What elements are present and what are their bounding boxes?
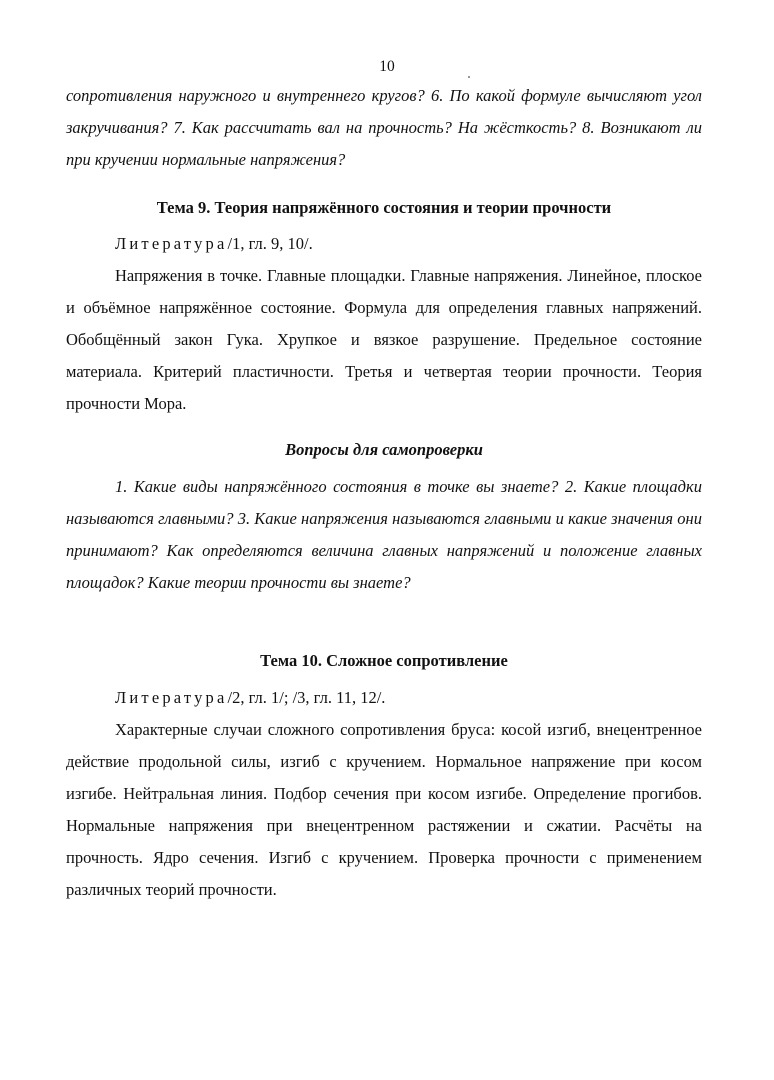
literature-refs: /2, гл. 1/; /3, гл. 11, 12/. [227, 688, 386, 707]
topic10-body: Характерные случаи сложного сопротивления бруса: косой изгиб, внецентренное действие продольной силы, изгиб с кручением. Нормальное напряжение при косом изгибе. Нейтральная линия. Подбор сечения при косом изгибе. Определение прогибов. Нормальные напряжения при внецентренном растяжении и сжатии. Расчёты на прочность. Ядро сечения. Изгиб с кручением. Проверка прочности с применением различных теорий прочности. [66, 720, 702, 899]
questions-continuation: сопротивления наружного и внутреннего кругов? 6. По какой формуле вычисляют угол закручивания? 7. Как рассчитать вал на прочность? На жёсткость? 8. Возникают ли при кручении нормальные напряжения? [66, 86, 702, 169]
literature-label: Литература [115, 234, 228, 253]
literature-refs: /1, гл. 9, 10/. [227, 234, 313, 253]
scan-dot [468, 76, 470, 78]
topic10-title: Тема 10. Сложное сопротивление [260, 651, 508, 670]
topic9-questions: 1. Какие виды напряжённого состояния в точке вы знаете? 2. Какие площадки называются главными? 3. Какие напряжения называются главными и какие значения они принимают? Как определяются величина главных напряжений и положение главных площадок? Какие теории прочности вы знаете? [66, 477, 702, 592]
topic9-literature [66, 228, 702, 260]
topic9-questions-title: Вопросы для самопроверки [285, 440, 483, 459]
page-number: 10 [379, 58, 395, 75]
topic9-title: Тема 9. Теория напряжённого состояния и теории прочности [156, 198, 612, 217]
literature-label: Литература [115, 688, 228, 707]
topic10-literature [66, 682, 702, 714]
topic9-body: Напряжения в точке. Главные площадки. Главные напряжения. Линейное, плоское и объёмное напряжённое состояние. Формула для определения главных напряжений. Обобщённый закон Гука. Хрупкое и вязкое разрушение. Предельное состояние материала. Критерий пластичности. Третья и четвертая теории прочности. Теория прочности Мора. [66, 266, 702, 413]
